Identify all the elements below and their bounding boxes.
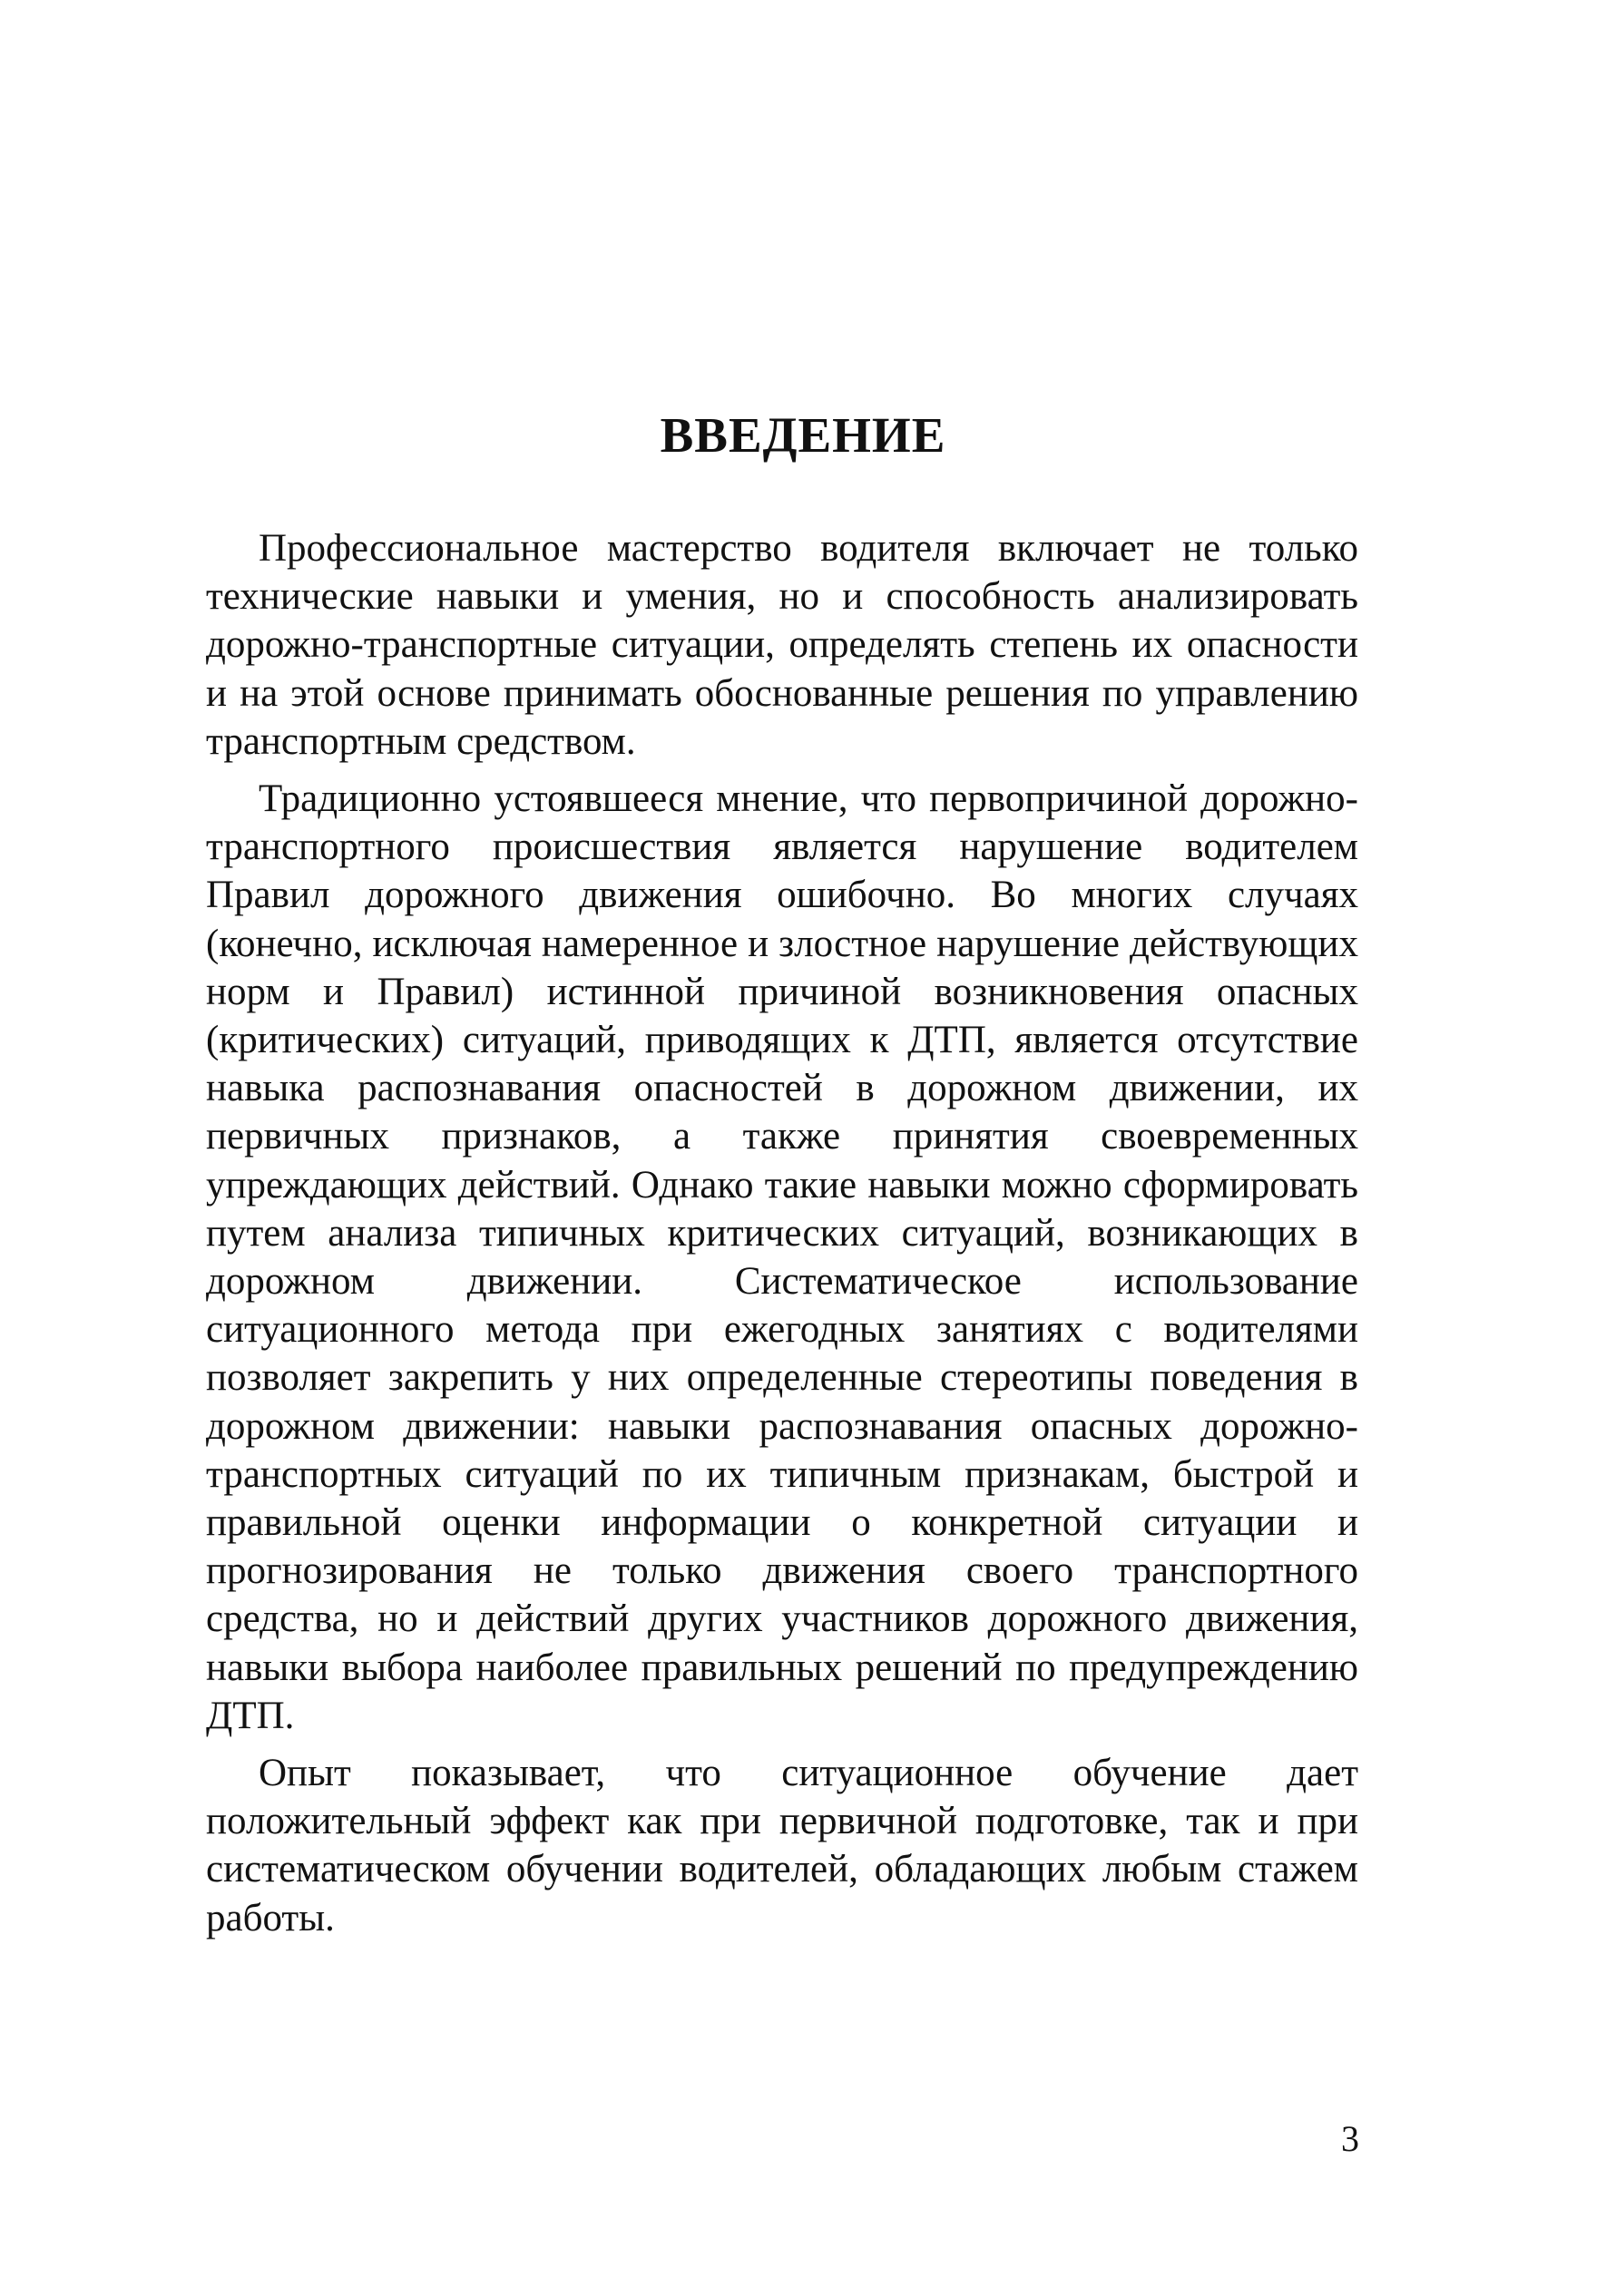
paragraph-3: Опыт показывает, что ситуационное обучение дает положительный эффект как при первичной подготовке, так и при систематическом обучении водителей, обладающих любым стажем работы. <box>206 1752 1358 1939</box>
page-title: ВВЕДЕНИЕ <box>660 407 946 463</box>
page-number: 3 <box>1341 2118 1359 2159</box>
paragraph-1: Профессиональное мастерство водителя включает не только технические навыки и умения, но и способность анализировать дорожно-транспортные ситуации, определять степень их опасности и на этой основе принимать обоснованные решения по управлению транспортным средством. <box>206 527 1358 763</box>
paragraph-2: Традиционно устоявшееся мнение, что первопричиной дорожно-транспортного происшествия является нарушение водителем Правил дорожного движения ошибочно. Во многих случаях (конечно, исключая намеренное и злостное нарушение действующих норм и Правил) истинной причиной возникновения опасных (критических) ситуаций, приводящих к ДТП, является отсутствие навыка распознавания опасностей в дорожном движении, их первичных признаков, а также принятия своевременных упреждающих действий. Однако такие навыки можно сформировать путем анализа типичных критических ситуаций, возникающих в дорожном движении. Систематическое использование ситуационного метода при ежегодных занятиях с водителями позволяет закрепить у них определенные стереотипы поведения в дорожном движении: навыки распознавания опасных дорожно-транспортных ситуаций по их типичным признакам, быстрой и правильной оценки информации о конкретной ситуации и прогнозирования не только движения своего транспортного средства, но и действий других участников дорожного движения, навыки выбора наиболее правильных решений по предупреждению ДТП. <box>206 777 1358 1737</box>
body-text <box>206 524 1358 1942</box>
